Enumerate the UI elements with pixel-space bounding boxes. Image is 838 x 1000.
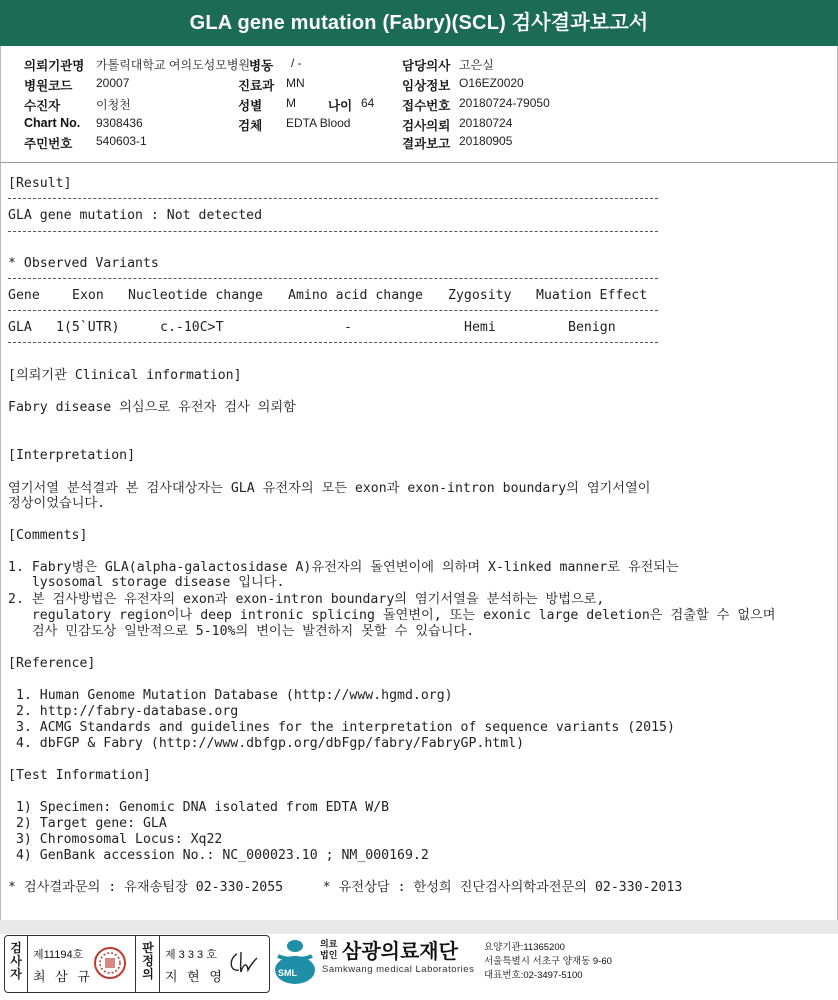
variant-header-nucleotide: Nucleotide change: [128, 288, 263, 303]
reference-line: 3. ACMG Standards and guidelines for the interpretation of sequence variants (2015): [8, 720, 675, 735]
comment-line: 1. Fabry병은 GLA(alpha-galactosidase A)유전자의 돌연변이에 의하며 X-linked manner로 유전되는: [8, 560, 679, 575]
info-value-age: 64: [361, 96, 375, 110]
footer-separator: [0, 920, 838, 934]
lab-english-name: Samkwang medical Laboratories: [322, 964, 475, 975]
report-title: GLA gene mutation (Fabry)(SCL) 검사결과보고서: [0, 0, 838, 46]
tester-vertical-label: 검 사 자: [10, 941, 22, 981]
info-value-hospital-code: 20007: [96, 76, 130, 90]
info-label-dept: 진료과: [238, 79, 275, 93]
variants-heading: * Observed Variants: [8, 256, 159, 271]
lab-logo: [272, 938, 318, 991]
tester-license-no: 제11194호: [33, 949, 84, 961]
logo-badge-text: SML: [278, 968, 297, 978]
reference-heading: [Reference]: [8, 656, 96, 671]
interpretation-line: 정상이었습니다.: [8, 496, 106, 511]
patient-info-panel: [0, 46, 838, 163]
info-value-report-date: 20180905: [459, 134, 513, 148]
info-label-patient: 수진자: [24, 99, 61, 113]
info-label-request-date: 검사의뢰: [402, 119, 451, 133]
info-label-chart-no: Chart No.: [24, 116, 81, 130]
signature-icon: [227, 948, 263, 978]
info-label-report-date: 결과보고: [402, 137, 451, 151]
info-value-ward: / -: [291, 56, 302, 70]
comments-heading: [Comments]: [8, 528, 88, 543]
info-label-receipt-no: 접수번호: [402, 99, 451, 113]
variant-cell-zygosity: Hemi: [464, 320, 496, 335]
divider: [8, 342, 658, 343]
comment-line: 검사 민감도상 일반적으로 5-10%의 변이는 발견하지 못할 수 있습니다.: [8, 624, 475, 639]
reviewer-license-no: 제 3 3 3 호: [165, 949, 217, 961]
test-info-line: 1) Specimen: Genomic DNA isolated from EDTA W/B: [8, 800, 390, 815]
result-line: GLA gene mutation : Not detected: [8, 208, 263, 223]
info-value-specimen: EDTA Blood: [286, 116, 351, 130]
info-value-dept: MN: [286, 76, 305, 90]
info-label-hospital-code: 병원코드: [24, 79, 73, 93]
divider: [159, 936, 160, 992]
tester-name: 최 삼 규: [33, 969, 93, 984]
signature-box: [4, 935, 270, 993]
comment-line: 2. 본 검사방법은 유전자의 exon과 exon-intron boundary의 염기서열을 분석하는 방법으로,: [8, 592, 605, 607]
divider: [135, 936, 136, 992]
report-body: [0, 163, 838, 920]
info-value-hospital: 가톨릭대학교 여의도성모병원: [96, 58, 251, 72]
info-label-age: 나이: [328, 99, 353, 113]
variant-cell-effect: Benign: [568, 320, 616, 335]
divider: [27, 936, 28, 992]
lab-institution-code: 요양기관:11365200: [484, 942, 565, 953]
info-label-ward: 병동: [249, 59, 274, 73]
divider: [8, 198, 658, 199]
info-label-clinical-info: 임상정보: [402, 79, 451, 93]
interpretation-line: 염기서열 분석결과 본 검사대상자는 GLA 유전자의 모든 exon과 exon-intron boundary의 염기서열이: [8, 481, 651, 496]
reviewer-name: 지 현 영: [165, 969, 225, 984]
comment-line: lysosomal storage disease 입니다.: [8, 575, 285, 590]
lab-name: 삼광의료재단: [342, 941, 458, 963]
variant-cell-amino-acid: -: [344, 320, 352, 335]
variant-cell-gene: GLA: [8, 320, 32, 335]
seal-stamp-icon: [93, 946, 127, 980]
lab-phone: 대표번호:02-3497-5100: [484, 970, 583, 981]
variant-cell-nucleotide: c.-10C>T: [160, 320, 224, 335]
info-value-chart-no: 9308436: [96, 116, 143, 130]
reference-line: 1. Human Genome Mutation Database (http://www.hgmd.org): [8, 688, 453, 703]
divider: [8, 278, 658, 279]
test-info-heading: [Test Information]: [8, 768, 151, 783]
variant-header-exon: Exon: [72, 288, 104, 303]
info-label-doctor: 담당의사: [402, 59, 451, 73]
lab-address: 서울특별시 서초구 양재동 9-60: [484, 956, 612, 967]
test-info-line: 3) Chromosomal Locus: Xq22: [8, 832, 223, 847]
variant-header-effect: Muation Effect: [536, 288, 648, 303]
reference-line: 2. http://fabry-database.org: [8, 704, 239, 719]
logo-prefix: 의료 법인: [320, 939, 338, 960]
info-value-patient: 이청천: [96, 98, 131, 112]
test-info-line: 4) GenBank accession No.: NC_000023.10 ; NM_000169.2: [8, 848, 429, 863]
reviewer-vertical-label: 판 정 의: [142, 941, 154, 981]
sml-logo-icon: [272, 938, 318, 986]
info-label-hospital: 의뢰기관명: [24, 59, 85, 73]
variant-header-gene: Gene: [8, 288, 40, 303]
info-label-specimen: 검체: [238, 119, 263, 133]
info-value-sex: M: [286, 96, 296, 110]
info-label-resident-no: 주민번호: [24, 137, 73, 151]
clinical-heading: [의뢰기관 Clinical information]: [8, 368, 242, 383]
test-info-line: 2) Target gene: GLA: [8, 816, 167, 831]
info-value-doctor: 고은실: [459, 58, 494, 72]
contact-line: * 검사결과문의 : 유재송팀장 02-330-2055 * 유전상담 : 한성희 진단검사의학과전문의 02-330-2013: [8, 880, 683, 895]
footer: [0, 934, 838, 1000]
divider: [8, 310, 658, 311]
variant-cell-exon: 1(5`UTR): [56, 320, 120, 335]
variant-header-zygosity: Zygosity: [448, 288, 512, 303]
variant-header-amino-acid: Amino acid change: [288, 288, 423, 303]
result-heading: [Result]: [8, 176, 72, 191]
comment-line: regulatory region이나 deep intronic splicing 돌연변이, 또는 exonic large deletion은 검출할 수 없으며: [8, 608, 776, 623]
info-value-resident-no: 540603-1: [96, 134, 147, 148]
divider: [8, 231, 658, 232]
info-value-clinical-info: O16EZ0020: [459, 76, 524, 90]
reference-line: 4. dbFGP & Fabry (http://www.dbfgp.org/dbFgp/fabry/FabryGP.html): [8, 736, 525, 751]
info-value-request-date: 20180724: [459, 116, 513, 130]
clinical-text: Fabry disease 의심으로 유전자 검사 의뢰함: [8, 400, 296, 415]
info-label-sex: 성별: [238, 99, 263, 113]
info-value-receipt-no: 20180724-79050: [459, 96, 550, 110]
interpretation-heading: [Interpretation]: [8, 448, 136, 463]
